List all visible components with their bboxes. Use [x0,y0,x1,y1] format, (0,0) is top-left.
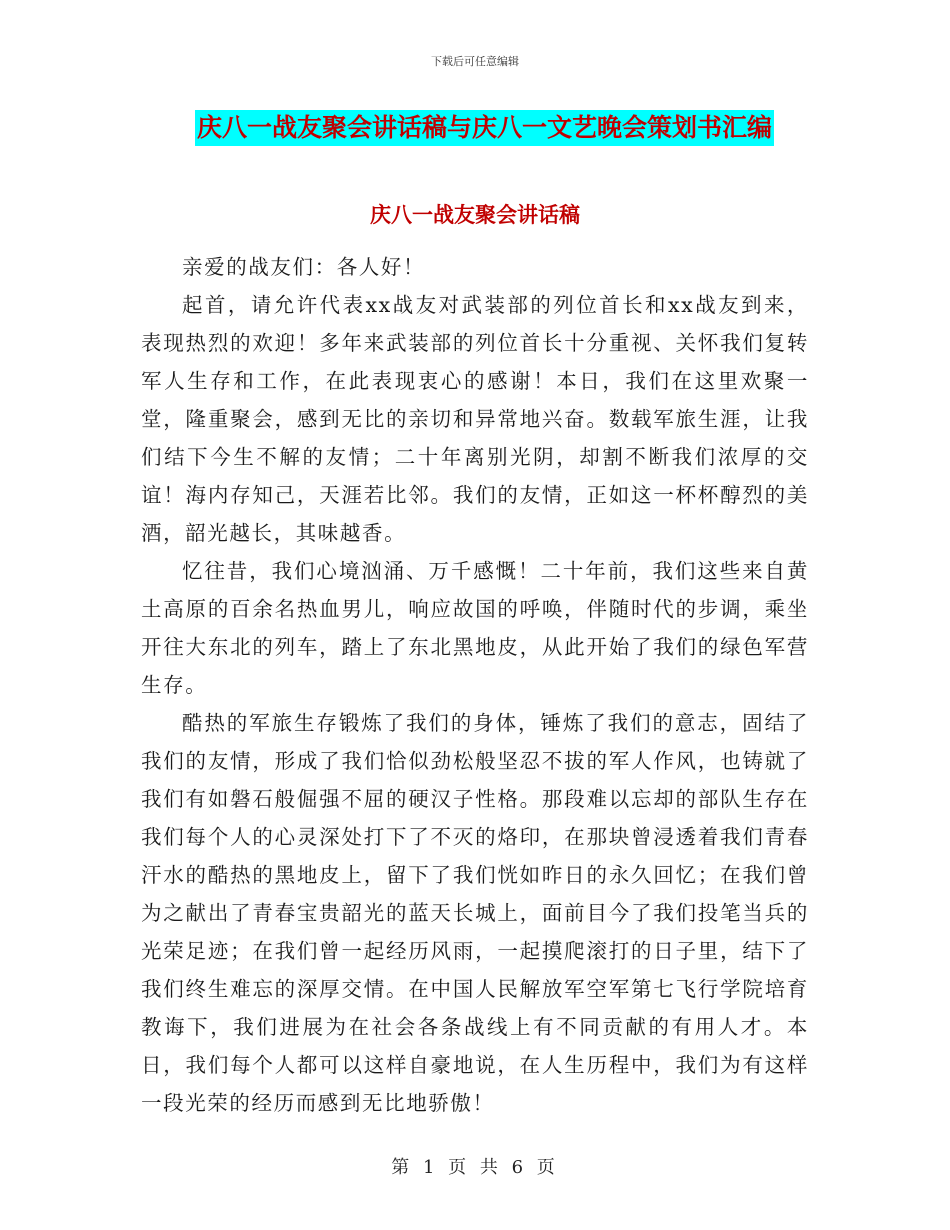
section-title: 庆八一战友聚会讲话稿 [370,203,580,227]
paragraph-military-life: 酷热的军旅生存锻炼了我们的身体，锤炼了我们的意志，固结了我们的友情，形成了我们恰似劲松般坚忍不拔的军人作风，也铸就了我们有如磐石般倔强不屈的硬汉子性格。那段难以忘却的部队生存在我们每个人的心灵深处打下了不灭的烙印，在那块曾浸透着我们青春汗水的酷热的黑地皮上，留下了我们恍如昨日的永久回忆；在我们曾为之献出了青春宝贵韶光的蓝天长城上，面前目今了我们投笔当兵的光荣足迹；在我们曾一起经历风雨，一起摸爬滚打的日子里，结下了我们终生难忘的深厚交情。在中国人民解放军空军第七飞行学院培育教诲下，我们进展为在社会各条战线上有不同贡献的有用人才。本日，我们每个人都可以这样自豪地说，在人生历程中，我们为有这样一段光荣的经历而感到无比地骄傲！ [141,711,809,1115]
paragraph-opening: 起首，请允许代表xx战友对武装部的列位首长和xx战友到来，表现热烈的欢迎！多年来武装部的列位首长十分重视、关怀我们复转军人生存和工作，在此表现衷心的感谢！本日，我们在这里欢聚一堂，隆重聚会，感到无比的亲切和异常地兴奋。数载军旅生涯，让我们结下今生不解的友情；二十年离别光阴，却割不断我们浓厚的交谊！海内存知己，天涯若比邻。我们的友情，正如这一杯杯醇烈的美酒，韶光越长，其味越香。 [141,293,809,545]
document-title: 庆八一战友聚会讲话稿与庆八一文艺晚会策划书汇编 [195,110,774,146]
page-number: 第 1 页 共 6 页 [391,1157,559,1178]
paragraph-recollection: 忆往昔，我们心境汹涌、万千感慨！二十年前，我们这些来自黄土高原的百余名热血男儿，响应故国的呼唤，伴随时代的步调，乘坐开往大东北的列车，踏上了东北黑地皮，从此开始了我们的绿色军营生存。 [141,559,809,697]
document-body [141,248,809,1122]
paragraph-greeting: 亲爱的战友们：各人好！ [182,255,426,279]
header-note: 下载后可任意编辑 [431,55,519,68]
